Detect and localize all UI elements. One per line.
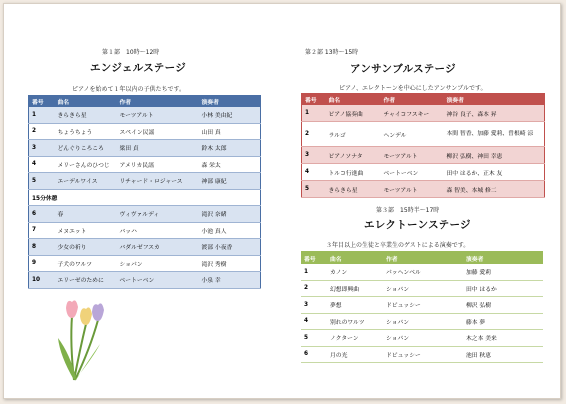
- header-title: 曲名: [55, 96, 117, 108]
- cell-title: きらきら星: [326, 181, 381, 198]
- stage3-program-table: [301, 251, 543, 363]
- cell-title: ピアノソナタ: [326, 147, 381, 164]
- cell-composer: ショパン: [383, 330, 463, 347]
- cell-composer: バダルゼフスカ: [117, 239, 199, 256]
- tulip-flower-pink: [66, 300, 78, 318]
- header-performer: 演奏者: [444, 94, 545, 106]
- table-row: [301, 346, 543, 363]
- cell-composer: ショパン: [383, 313, 463, 330]
- cell-performer: 森 智美、本城 修二: [444, 181, 545, 198]
- cell-number: 2: [301, 280, 327, 297]
- table-row: [302, 164, 545, 181]
- table-row: [29, 140, 261, 157]
- cell-number: 1: [302, 105, 326, 122]
- table-row: [29, 255, 261, 272]
- cell-number: 6: [29, 206, 55, 223]
- cell-performer: 田中 はるか、正木 友: [444, 164, 545, 181]
- cell-number: 1: [29, 107, 55, 123]
- cell-composer: ヘンデル: [381, 122, 444, 147]
- table-row: [302, 147, 545, 164]
- table-header-row: [302, 94, 545, 106]
- cell-number: 2: [302, 122, 326, 147]
- cell-performer: 神谷 良子、森本 昇: [444, 105, 545, 122]
- cell-composer: モーツアルト: [381, 181, 444, 198]
- tulip-stem: [75, 320, 98, 380]
- table-row: [302, 105, 545, 122]
- table-row: [29, 206, 261, 223]
- cell-title: どんぐりころころ: [55, 140, 117, 157]
- cell-performer: 柳沢 弘樹: [463, 297, 543, 314]
- cell-title: 子犬のワルツ: [55, 255, 117, 272]
- cell-number: 3: [302, 147, 326, 164]
- cell-composer: ショパン: [383, 280, 463, 297]
- header-performer: 演奏者: [199, 96, 261, 108]
- cell-performer: 山田 真: [199, 123, 261, 140]
- table-row: [301, 297, 543, 314]
- cell-number: 3: [301, 297, 327, 314]
- header-number: 番号: [29, 96, 55, 108]
- cell-title: カノン: [327, 264, 383, 280]
- table-row: [29, 107, 261, 123]
- table-header-row: [301, 252, 543, 264]
- cell-performer: 小林 美由紀: [199, 107, 261, 123]
- cell-composer: チャイコフスキー: [381, 105, 444, 122]
- table-row: [29, 272, 261, 289]
- cell-composer: ショパン: [117, 255, 199, 272]
- cell-title: 夢想: [327, 297, 383, 314]
- cell-title: 月の光: [327, 346, 383, 363]
- stage1-program-table: [28, 95, 261, 289]
- cell-performer: 田中 はるか: [463, 280, 543, 297]
- table-row: [301, 264, 543, 280]
- cell-composer: ドビュッシー: [383, 297, 463, 314]
- cell-composer: 梁田 貞: [117, 140, 199, 157]
- cell-number: 4: [29, 156, 55, 173]
- cell-composer: モーツアルト: [381, 147, 444, 164]
- stage1-part-label: 第１部 10時～12時: [102, 49, 160, 56]
- table-row: [302, 181, 545, 198]
- cell-performer: 木之本 美来: [463, 330, 543, 347]
- cell-title: ちょうちょう: [55, 123, 117, 140]
- intermission-row: [29, 189, 261, 206]
- table-header-row: [29, 96, 261, 108]
- cell-performer: 滝沢 秀樹: [199, 255, 261, 272]
- tulip-flower-yellow: [80, 307, 92, 325]
- cell-number: 7: [29, 222, 55, 239]
- header-number: 番号: [302, 94, 326, 106]
- cell-composer: アメリカ民謡: [117, 156, 199, 173]
- table-row: [29, 156, 261, 173]
- cell-performer: 本間 智香、加藤 愛莉、曽根崎 涼: [444, 122, 545, 147]
- cell-performer: 小泉 幸: [199, 272, 261, 289]
- cell-performer: 滝沢 奈緒: [199, 206, 261, 223]
- cell-composer: ベートーベン: [381, 164, 444, 181]
- cell-title: 別れのワルツ: [327, 313, 383, 330]
- header-number: 番号: [301, 252, 327, 264]
- cell-title: 春: [55, 206, 117, 223]
- cell-number: 8: [29, 239, 55, 256]
- cell-title: ラルゴ: [326, 122, 381, 147]
- cell-number: 5: [302, 181, 326, 198]
- cell-composer: モーツアルト: [117, 107, 199, 123]
- stage2-part-label: 第２部 13時～15時: [305, 49, 359, 56]
- cell-composer: ヴィヴァルディ: [117, 206, 199, 223]
- cell-title: ノクターン: [327, 330, 383, 347]
- header-composer: 作者: [117, 96, 199, 108]
- cell-composer: バッハ: [117, 222, 199, 239]
- cell-title: きらきら星: [55, 107, 117, 123]
- stage2-description: ピアノ、エレクトーンを中心にしたアンサンブルです。: [339, 85, 487, 92]
- cell-performer: 渡部 小夜香: [199, 239, 261, 256]
- cell-title: 少女の祈り: [55, 239, 117, 256]
- tulip-leaf: [58, 338, 76, 380]
- cell-title: メリーさんのひつじ: [55, 156, 117, 173]
- cell-performer: 小池 真人: [199, 222, 261, 239]
- cell-number: 4: [302, 164, 326, 181]
- header-title: 曲名: [327, 252, 383, 264]
- header-composer: 作者: [381, 94, 444, 106]
- cell-number: 3: [29, 140, 55, 157]
- cell-performer: 加藤 愛莉: [463, 264, 543, 280]
- cell-performer: 柳沢 弘樹、神田 幸恵: [444, 147, 545, 164]
- cell-number: 5: [29, 173, 55, 190]
- table-row: [301, 280, 543, 297]
- stage1-description: ピアノを始めて１年以内の子供たちです。: [72, 86, 185, 93]
- cell-composer: スペイン民謡: [117, 123, 199, 140]
- stage2-program-table: [301, 93, 545, 198]
- cell-composer: リチャード・ロジャース: [117, 173, 199, 190]
- cell-number: 10: [29, 272, 55, 289]
- cell-title: メヌエット: [55, 222, 117, 239]
- tulip-illustration: [54, 294, 114, 384]
- table-row: [29, 173, 261, 190]
- cell-number: 6: [301, 346, 327, 363]
- table-row: [29, 239, 261, 256]
- cell-number: 4: [301, 313, 327, 330]
- tulip-flower-purple: [92, 303, 104, 321]
- table-row: [29, 222, 261, 239]
- cell-number: 5: [301, 330, 327, 347]
- stage2-title: アンサンブルステージ: [350, 63, 456, 75]
- program-page: [3, 3, 561, 399]
- table-row: [302, 122, 545, 147]
- header-performer: 演奏者: [463, 252, 543, 264]
- cell-performer: 藤本 夢: [463, 313, 543, 330]
- cell-number: 1: [301, 264, 327, 280]
- intermission-label: 15分休憩: [29, 189, 261, 206]
- cell-number: 2: [29, 123, 55, 140]
- cell-title: トルコ行進曲: [326, 164, 381, 181]
- cell-title: エリーゼのために: [55, 272, 117, 289]
- cell-title: エーデルワイス: [55, 173, 117, 190]
- header-title: 曲名: [326, 94, 381, 106]
- stage3-description: ３年目以上の生徒と卒業生のゲストによる演奏です。: [326, 242, 470, 249]
- header-composer: 作者: [383, 252, 463, 264]
- stage1-title: エンジェルステージ: [90, 62, 186, 74]
- cell-title: 幻想即興曲: [327, 280, 383, 297]
- cell-number: 9: [29, 255, 55, 272]
- cell-performer: 鈴木 太郎: [199, 140, 261, 157]
- cell-performer: 森 栄太: [199, 156, 261, 173]
- table-row: [301, 313, 543, 330]
- cell-composer: ドビュッシー: [383, 346, 463, 363]
- cell-title: ピアノ協奏曲: [326, 105, 381, 122]
- table-row: [29, 123, 261, 140]
- cell-composer: パッヘンベル: [383, 264, 463, 280]
- cell-performer: 池田 秋恵: [463, 346, 543, 363]
- cell-composer: ベートーベン: [117, 272, 199, 289]
- stage3-title: エレクトーンステージ: [364, 219, 471, 231]
- cell-performer: 神部 康紀: [199, 173, 261, 190]
- table-row: [301, 330, 543, 347]
- stage3-part-label: 第３部 15時半～17時: [376, 207, 440, 214]
